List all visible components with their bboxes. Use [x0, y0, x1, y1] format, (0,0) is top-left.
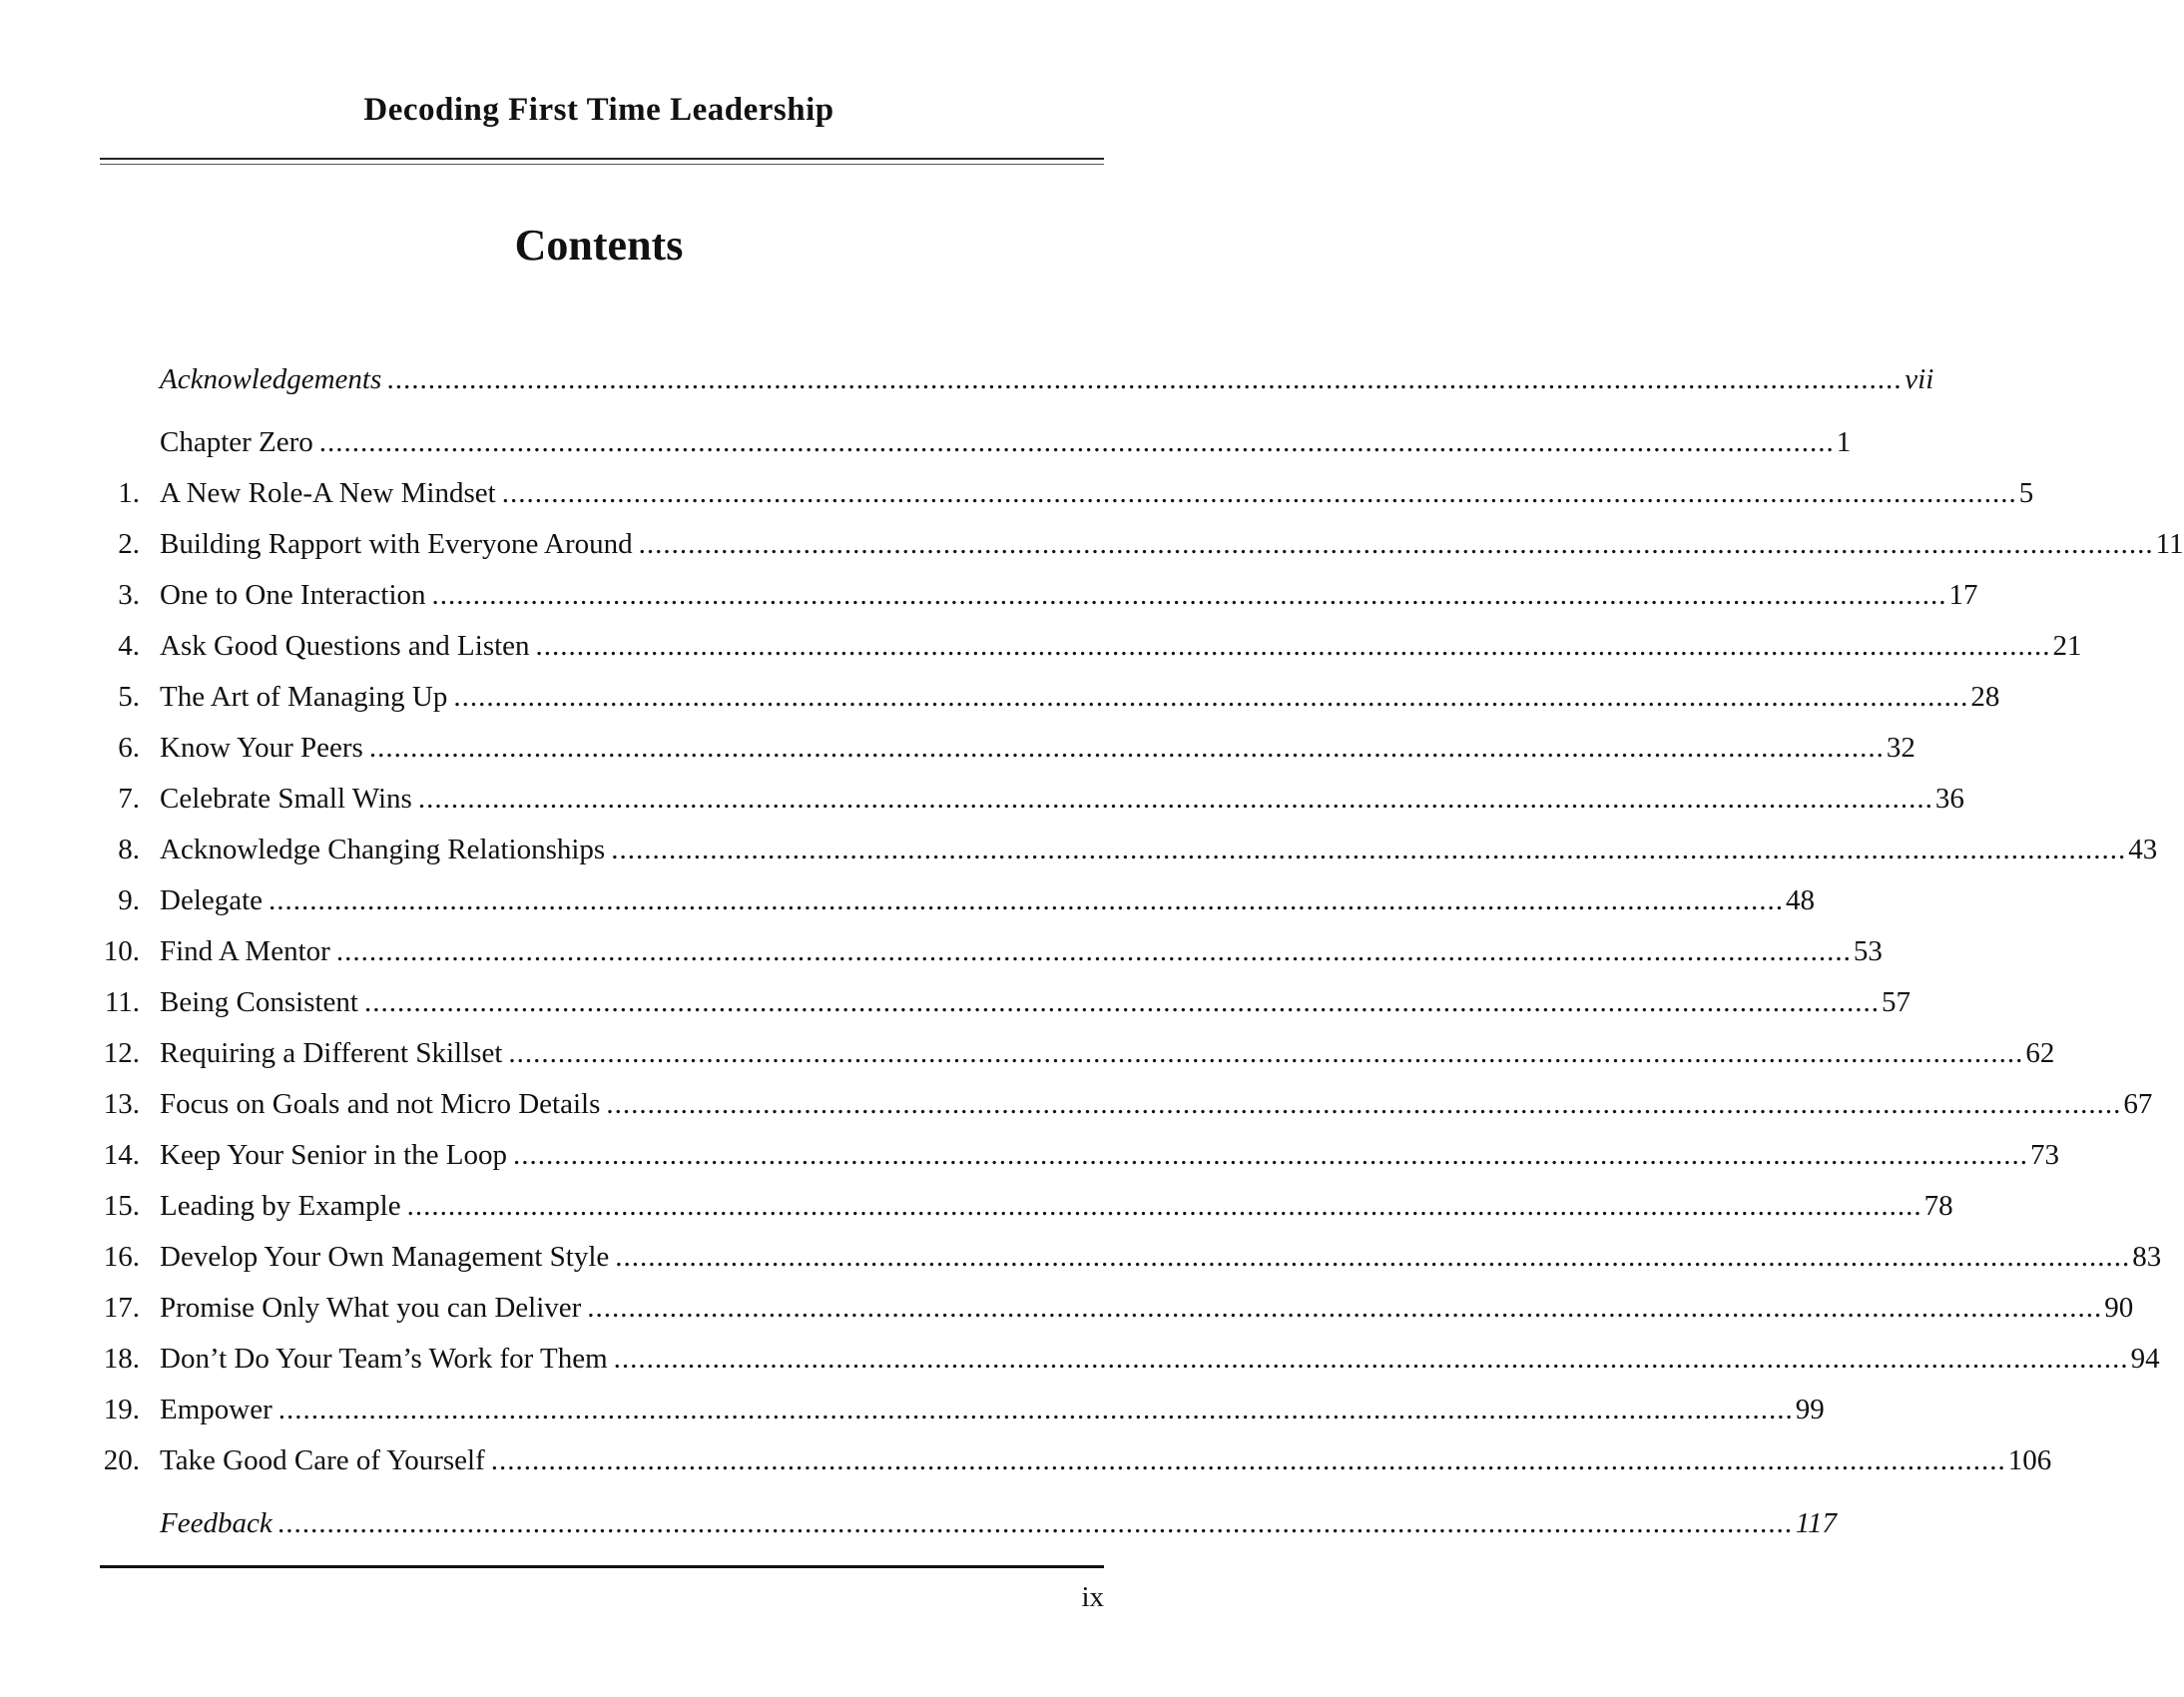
toc-entry-number: 10.: [103, 935, 140, 967]
toc-entry-number: 1.: [118, 477, 140, 509]
toc-entry: [100, 728, 1915, 768]
dot-leader: ........................................................................................................................................................................................: [368, 732, 1885, 764]
toc-entry-title: Keep Your Senior in the Loop: [160, 1139, 507, 1171]
dot-leader: ........................................................................................................................................................................................: [363, 986, 1880, 1018]
dot-leader: ........................................................................................................................................................................................: [535, 630, 2051, 662]
toc-entry-page: 43: [2128, 834, 2158, 865]
toc-entry: [100, 473, 2034, 513]
toc-entry-number: 11.: [104, 986, 140, 1018]
toc-entry-title: Requiring a Different Skillset: [160, 1037, 503, 1069]
toc-entry: [100, 1390, 1825, 1429]
toc-entry-number: 6.: [118, 732, 140, 764]
toc-entry-number: 3.: [118, 579, 140, 611]
toc-entry-number: 13.: [103, 1088, 140, 1120]
page-number: ix: [1081, 1581, 1104, 1613]
toc-entry: [100, 931, 1883, 971]
toc-entry-number: 8.: [118, 834, 140, 865]
toc-entry-number: 5.: [118, 681, 140, 713]
toc-entry: [100, 1440, 2052, 1480]
toc-entry-page: 48: [1786, 884, 1816, 916]
toc-entry: [100, 1237, 2162, 1277]
toc-entry: [100, 1186, 1953, 1226]
dot-leader: ........................................................................................................................................................................................: [638, 528, 2154, 560]
toc-entry-page: 62: [2025, 1037, 2055, 1069]
toc-entry-number: 20.: [103, 1444, 140, 1476]
toc-entry-number: 19.: [103, 1394, 140, 1425]
toc-entry-page: 106: [2007, 1444, 2052, 1476]
toc-entry-page: 57: [1881, 986, 1911, 1018]
toc-entry: [100, 880, 1816, 920]
toc-entry-title: Empower: [160, 1394, 273, 1425]
dot-leader: ........................................................................................................................................................................................: [508, 1037, 2024, 1069]
toc-entry-page: 117: [1795, 1507, 1838, 1539]
toc-entry-title: Find A Mentor: [160, 935, 330, 967]
dot-leader: ........................................................................................................................................................................................: [615, 1241, 2131, 1273]
running-header: Decoding First Time Leadership: [363, 92, 834, 128]
toc-entry-title: A New Role-A New Mindset: [160, 477, 496, 509]
toc-entry-page: 21: [2052, 630, 2082, 662]
dot-leader: ........................................................................................................................................................................................: [387, 363, 1904, 395]
toc-entry-title: Develop Your Own Management Style: [160, 1241, 610, 1273]
toc-entry-feedback: [100, 1503, 1838, 1543]
toc-entry: [100, 575, 1978, 615]
toc-entry-page: 53: [1853, 935, 1883, 967]
toc-entry-title: Take Good Care of Yourself: [160, 1444, 485, 1476]
toc-entry-page: 94: [2130, 1343, 2160, 1375]
toc-entry-number: 17.: [103, 1292, 140, 1324]
toc-entry-title: Focus on Goals and not Micro Details: [160, 1088, 601, 1120]
dot-leader: ........................................................................................................................................................................................: [431, 579, 1947, 611]
toc-entry: [100, 982, 1911, 1022]
dot-leader: ........................................................................................................................................................................................: [512, 1139, 2028, 1171]
dot-leader: ........................................................................................................................................................................................: [335, 935, 1852, 967]
toc-entry-page: 67: [2123, 1088, 2153, 1120]
toc-entry: [100, 1339, 2160, 1379]
toc-entry-title: Celebrate Small Wins: [160, 783, 412, 815]
toc-entry-title: Know Your Peers: [160, 732, 363, 764]
dot-leader: ........................................................................................................................................................................................: [406, 1190, 1922, 1222]
toc-entry-page: 99: [1795, 1394, 1825, 1425]
toc-entry-page: 83: [2132, 1241, 2162, 1273]
toc-entry-title: Don’t Do Your Team’s Work for Them: [160, 1343, 608, 1375]
dot-leader: ........................................................................................................................................................................................: [277, 1394, 1794, 1425]
toc-entry: [100, 677, 2000, 717]
toc-entry-number: 18.: [103, 1343, 140, 1375]
toc-entry-number: 14.: [103, 1139, 140, 1171]
toc-entry-page: 32: [1886, 732, 1915, 764]
toc-entry-number: 16.: [103, 1241, 140, 1273]
toc-entry-page: 5: [2018, 477, 2034, 509]
toc-entry-title: Being Consistent: [160, 986, 358, 1018]
page-title: Contents: [514, 221, 684, 270]
toc-entry-page: 36: [1934, 783, 1964, 815]
toc-entry-title: The Art of Managing Up: [160, 681, 448, 713]
toc-entry-page: 73: [2029, 1139, 2059, 1171]
dot-leader: ........................................................................................................................................................................................: [417, 783, 1933, 815]
dot-leader: ........................................................................................................................................................................................: [490, 1444, 2006, 1476]
header-rule-thin: [100, 164, 1104, 165]
toc-entry: [100, 1288, 2134, 1328]
dot-leader: ........................................................................................................................................................................................: [269, 884, 1785, 916]
toc-entry-number: 15.: [103, 1190, 140, 1222]
toc-entry: [100, 1135, 2059, 1175]
toc-entry: [100, 524, 2184, 564]
toc-entry: [100, 422, 1852, 462]
toc-entry-number: 4.: [118, 630, 140, 662]
toc-entry-title: Building Rapport with Everyone Around: [160, 528, 633, 560]
toc-entry-page: 28: [1970, 681, 2000, 713]
header-rule: [100, 158, 1104, 160]
dot-leader: ........................................................................................................................................................................................: [501, 477, 2017, 509]
toc-entry-title: Ask Good Questions and Listen: [160, 630, 530, 662]
toc-entry-page: 1: [1836, 426, 1852, 458]
toc-entry-title: Feedback: [160, 1507, 273, 1539]
toc-entry-title: Delegate: [160, 884, 264, 916]
toc-entry-page: 17: [1948, 579, 1978, 611]
toc-entry-page: 90: [2104, 1292, 2134, 1324]
dot-leader: ........................................................................................................................................................................................: [606, 1088, 2122, 1120]
toc-entry-title: One to One Interaction: [160, 579, 426, 611]
toc-entry-title: Acknowledge Changing Relationships: [160, 834, 606, 865]
dot-leader: ........................................................................................................................................................................................: [613, 1343, 2129, 1375]
toc-entry-number: 9.: [118, 884, 140, 916]
dot-leader: ........................................................................................................................................................................................: [277, 1507, 1794, 1539]
toc-entry: [100, 830, 2158, 869]
toc-entry-title: Chapter Zero: [160, 426, 313, 458]
footer-rule: [100, 1565, 1104, 1568]
toc-entry-page: 78: [1923, 1190, 1953, 1222]
toc-entry-number: 12.: [103, 1037, 140, 1069]
toc-entry-title: Acknowledgements: [160, 363, 382, 395]
toc-entry-title: Leading by Example: [160, 1190, 401, 1222]
dot-leader: ........................................................................................................................................................................................: [453, 681, 1969, 713]
toc-entry-page: 11: [2155, 528, 2184, 560]
dot-leader: ........................................................................................................................................................................................: [587, 1292, 2103, 1324]
toc-entry-title: Promise Only What you can Deliver: [160, 1292, 582, 1324]
dot-leader: ........................................................................................................................................................................................: [318, 426, 1835, 458]
toc-entry: [100, 779, 1964, 819]
toc-entry: [100, 626, 2082, 666]
toc-entry-number: 2.: [118, 528, 140, 560]
toc-entry-acknowledgements: [100, 359, 1934, 399]
toc-entry: [100, 1084, 2153, 1124]
toc-entry-number: 7.: [118, 783, 140, 815]
dot-leader: ........................................................................................................................................................................................: [611, 834, 2127, 865]
toc-entry-page: vii: [1905, 363, 1934, 395]
toc-entry: [100, 1033, 2055, 1073]
